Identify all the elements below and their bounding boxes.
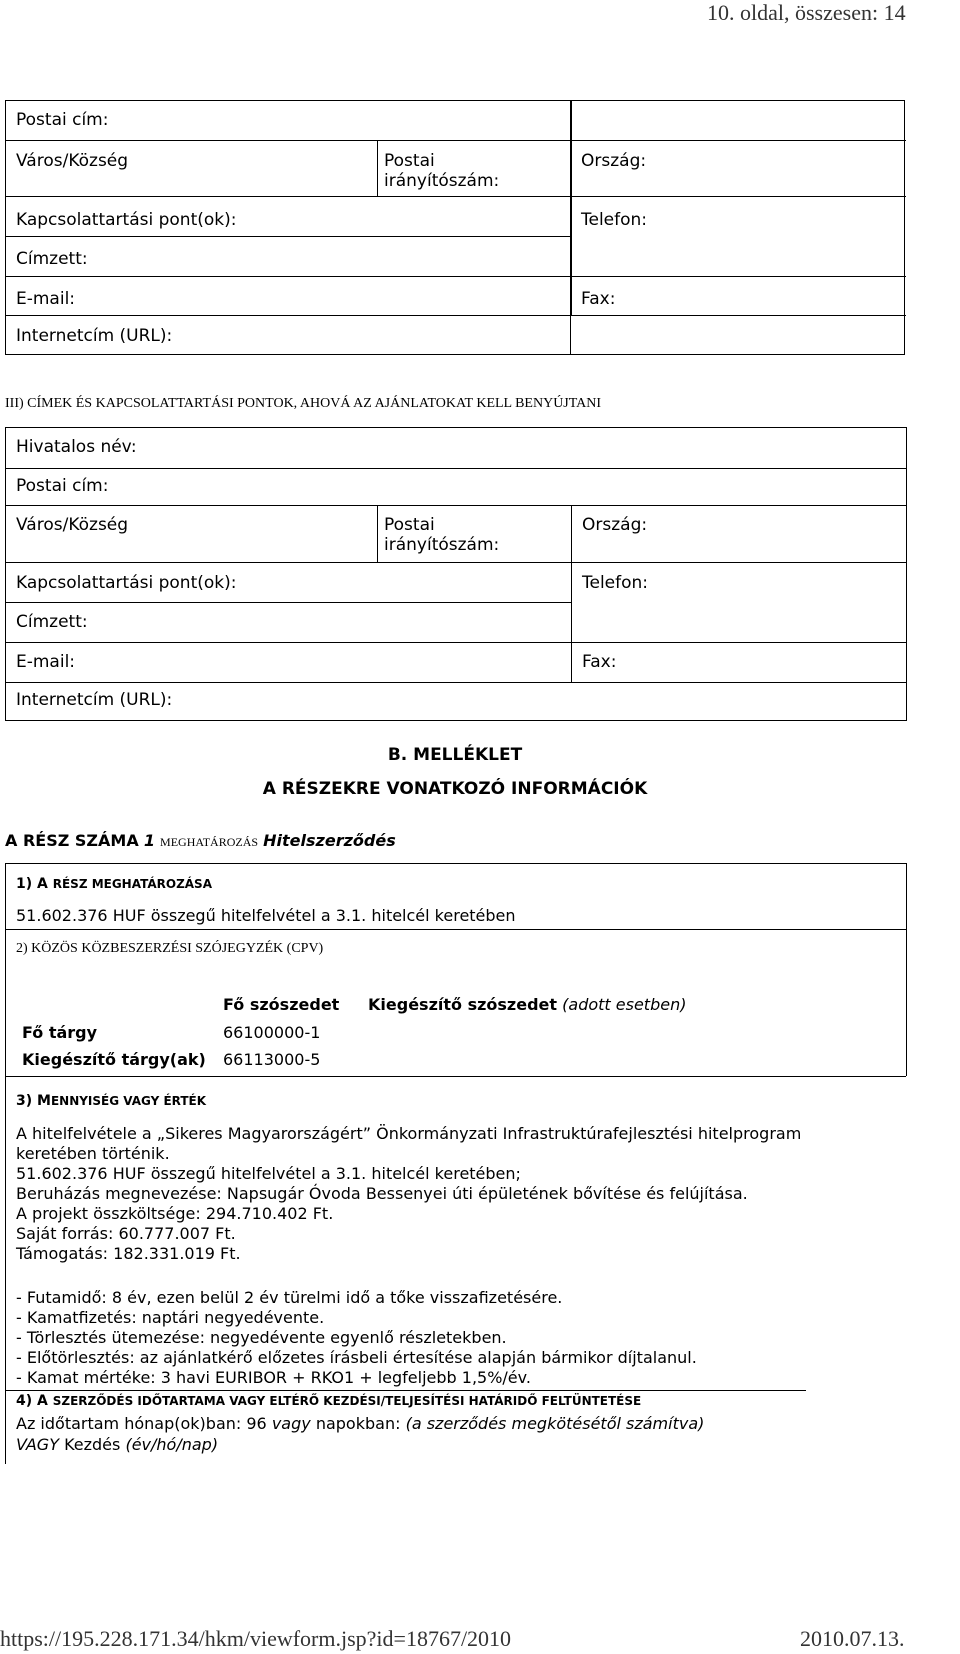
start-line: VAGY Kezdés (év/hó/nap) <box>16 1435 219 1454</box>
list-item: - Kamatfizetés: naptári negyedévente. <box>16 1308 325 1327</box>
postal-address-label-2: Postai cím: <box>16 476 109 496</box>
cpv-supp-label: Kiegészítő tárgy(ak) <box>22 1050 206 1069</box>
section-4-title: 4) A SZERZŐDÉS IDŐTARTAMA VAGY ELTÉRŐ KEZDÉSI/TELJESÍTÉSI HATÁRIDŐ FELTÜNTETÉSE <box>16 1393 642 1409</box>
section-1-text: 51.602.376 HUF összegű hitelfelvétel a 3.1. hitelcél keretében <box>16 906 516 925</box>
section-3-title: III) CÍMEK ÉS KAPCSOLATTARTÁSI PONTOK, AHOVÁ AZ AJÁNLATOKAT KELL BENYÚJTANI <box>5 396 602 411</box>
footer-date: 2010.07.13. <box>800 1626 905 1651</box>
phone-label-2: Telefon: <box>582 573 649 593</box>
section-3-bullets <box>16 1288 697 1388</box>
cpv-supp-value: 66113000-5 <box>223 1050 321 1069</box>
country-label: Ország: <box>581 151 647 171</box>
fax-label: Fax: <box>581 289 616 309</box>
postal-code-label: Postai irányítószám: <box>384 151 500 191</box>
address-table-1 <box>5 100 905 355</box>
email-label: E-mail: <box>16 289 76 309</box>
text-line: 51.602.376 HUF összegű hitelfelvétel a 3.1. hitelcél keretében; <box>16 1164 521 1183</box>
cpv-col-supp: Kiegészítő szószedet (adott esetben) <box>368 995 687 1014</box>
contact-points-label-2: Kapcsolattartási pont(ok): <box>16 573 237 593</box>
section-3-lines <box>16 1124 801 1264</box>
list-item: - Futamidő: 8 év, ezen belül 2 év türelmi idő a tőke visszafizetésére. <box>16 1288 563 1307</box>
postal-address-label: Postai cím: <box>16 110 109 130</box>
internet-label: Internetcím (URL): <box>16 326 173 346</box>
parts-box <box>5 863 907 1076</box>
text-line: Saját forrás: 60.777.007 Ft. <box>16 1224 236 1243</box>
city-label: Város/Község <box>16 151 129 171</box>
text-line: keretében történik. <box>16 1144 170 1163</box>
page-header: 10. oldal, összesen: 14 <box>707 0 906 25</box>
list-item: - Előtörlesztés: az ajánlatkérő előzetes írásbeli értesítése alapján bármikor díjtalanul. <box>16 1348 697 1367</box>
postal-code-label-2: Postai irányítószám: <box>384 515 500 555</box>
duration-line: Az időtartam hónap(ok)ban: 96 vagy napokban: (a szerződés megkötésétől számítva) <box>16 1414 705 1433</box>
country-label-2: Ország: <box>582 515 648 535</box>
text-line: A projekt összköltsége: 294.710.402 Ft. <box>16 1204 334 1223</box>
text-line: A hitelfelvétele a „Sikeres Magyarországért” Önkormányzati Infrastruktúrafejlesztési hitelprogram <box>16 1124 802 1143</box>
city-label-2: Város/Község <box>16 515 129 535</box>
section-1-title: 1) A RÉSZ MEGHATÁROZÁSA <box>16 876 212 892</box>
section-3-title: 3) MENNYISÉG VAGY ÉRTÉK <box>16 1093 207 1109</box>
addressee-label: Címzett: <box>16 249 88 269</box>
list-item: - Kamat mértéke: 3 havi EURIBOR + RKO1 + legfeljebb 1,5%/év. <box>16 1368 531 1387</box>
cpv-col-main: Fő szószedet <box>223 995 340 1014</box>
contact-points-label: Kapcsolattartási pont(ok): <box>16 210 237 230</box>
official-name-label: Hivatalos név: <box>16 437 137 457</box>
part-line: A RÉSZ SZÁMA 1 MEGHATÁROZÁS Hitelszerződés <box>5 831 396 850</box>
addressee-label-2: Címzett: <box>16 612 88 632</box>
address-right-cell <box>571 101 905 355</box>
phone-label: Telefon: <box>581 210 648 230</box>
list-item: - Törlesztés ütemezése: negyedévente egyenlő részletekben. <box>16 1328 507 1347</box>
text-line: Beruházás megnevezése: Napsugár Óvoda Bessenyei úti épületének bővítése és felújítása. <box>16 1184 748 1203</box>
internet-label-2: Internetcím (URL): <box>16 690 173 710</box>
text-line: Támogatás: 182.331.019 Ft. <box>16 1244 241 1263</box>
fax-label-2: Fax: <box>582 652 617 672</box>
cpv-main-label: Fő tárgy <box>22 1023 98 1042</box>
address-left-cell <box>6 101 571 355</box>
annex-subtitle: A RÉSZEKRE VONATKOZÓ INFORMÁCIÓK <box>262 779 648 799</box>
annex-title: B. MELLÉKLET <box>387 745 523 765</box>
footer-url: https://195.228.171.34/hkm/viewform.jsp?id=18767/2010 <box>0 1626 512 1651</box>
email-label-2: E-mail: <box>16 652 76 672</box>
section-2-title: 2) KÖZÖS KÖZBESZERZÉSI SZÓJEGYZÉK (CPV) <box>16 941 324 956</box>
cpv-main-value: 66100000-1 <box>223 1023 321 1042</box>
